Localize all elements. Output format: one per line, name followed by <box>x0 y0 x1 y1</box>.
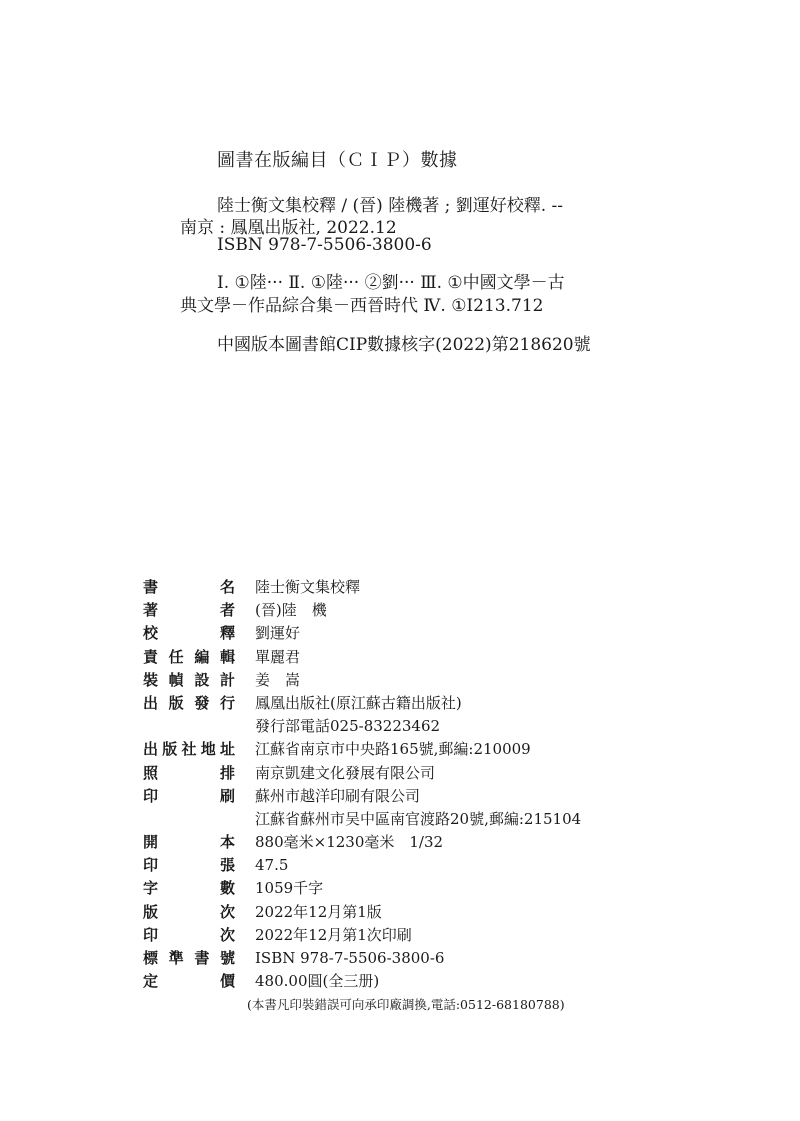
colophon-label-char: 字 <box>143 879 159 898</box>
colophon-label <box>143 901 235 924</box>
colophon-value: 47.5 <box>255 856 289 875</box>
colophon-label-char: 數 <box>219 879 235 898</box>
colophon-label-char: 裝 <box>143 670 159 689</box>
colophon-label-char: 價 <box>219 972 235 991</box>
colophon-label-char: 地 <box>200 740 216 759</box>
cip-line-classification-1: Ⅰ. ①陸··· Ⅱ. ①陸··· ②劉··· Ⅲ. ①中國文學－古 <box>217 273 565 293</box>
cip-line-classification-2: 典文學－作品綜合集－西晉時代 Ⅳ. ①I213.712 <box>180 296 544 316</box>
colophon-label-char: 書 <box>194 949 210 967</box>
colophon-label-char: 版 <box>143 902 159 921</box>
cip-line-isbn: ISBN 978-7-5506-3800-6 <box>217 235 432 255</box>
cip-title: 圖書在版編目（ＣＩＰ）數據 <box>217 150 458 171</box>
colophon-row <box>143 854 703 877</box>
colophon-row <box>143 785 703 808</box>
colophon-row <box>143 669 703 692</box>
colophon-label <box>143 762 235 785</box>
colophon-value: (晉)陸 機 <box>255 601 327 620</box>
colophon-label <box>143 854 235 877</box>
colophon-row <box>143 646 703 669</box>
colophon-label-char: 版 <box>168 693 184 712</box>
colophon-value: 南京凱建文化發展有限公司 <box>255 763 436 782</box>
colophon-label <box>143 622 235 645</box>
colophon-label-char: 行 <box>219 693 235 712</box>
colophon-label-char: 排 <box>219 763 235 782</box>
colophon-label-char: 號 <box>219 949 235 967</box>
colophon-value: 江蘇省蘇州市吴中區南官渡路20號,郵編:215104 <box>255 809 582 828</box>
colophon-value: 1059千字 <box>255 879 324 898</box>
colophon-label <box>143 947 235 970</box>
colophon-value: 480.00圓(全三册) <box>255 972 380 991</box>
colophon-label <box>143 576 235 599</box>
colophon-value: 2022年12月第1版 <box>255 902 382 921</box>
colophon-label-char: 出 <box>143 693 159 712</box>
colophon-value: 880毫米×1230毫米 1/32 <box>255 833 444 852</box>
colophon-row <box>143 599 703 622</box>
colophon-row <box>143 762 703 785</box>
colophon-row <box>143 808 703 831</box>
colophon-label-char: 任 <box>168 647 184 666</box>
colophon-label <box>143 669 235 692</box>
colophon-value: 陸士衡文集校釋 <box>255 578 361 596</box>
colophon-label-char: 定 <box>143 972 159 991</box>
colophon-label-char: 開 <box>143 833 159 852</box>
colophon-label-char: 印 <box>143 786 159 805</box>
colophon-value: 江蘇省南京市中央路165號,郵編:210009 <box>255 740 531 759</box>
colophon-label-char: 者 <box>219 601 235 620</box>
colophon-label-char: 計 <box>219 670 235 689</box>
colophon-label-char: 責 <box>143 647 159 666</box>
colophon-row <box>143 738 703 761</box>
colophon-label-char: 釋 <box>219 624 235 643</box>
colophon-label-char: 版 <box>162 740 178 759</box>
colophon-row <box>143 715 703 738</box>
colophon-label-char: 張 <box>219 856 235 875</box>
colophon-value: ISBN 978-7-5506-3800-6 <box>255 949 445 967</box>
colophon-label-char: 發 <box>194 693 210 712</box>
colophon-label <box>143 692 235 715</box>
colophon-row <box>143 947 703 970</box>
colophon-value: 2022年12月第1次印刷 <box>255 925 412 944</box>
cip-line-record-number: 中國版本圖書館CIP數據核字(2022)第218620號 <box>217 335 591 355</box>
colophon-label <box>143 785 235 808</box>
colophon-row <box>143 692 703 715</box>
colophon-row <box>143 576 703 599</box>
colophon-label-char: 照 <box>143 763 159 782</box>
colophon-label-char: 印 <box>143 925 159 944</box>
colophon-value: 單麗君 <box>255 647 301 666</box>
colophon-value: 姜 嵩 <box>255 670 301 689</box>
colophon-label-char: 刷 <box>219 786 235 805</box>
colophon-value: 發行部電話025-83223462 <box>255 717 441 736</box>
colophon-label <box>143 599 235 622</box>
colophon-value: 鳳凰出版社(原江蘇古籍出版社) <box>255 693 462 712</box>
colophon-row <box>143 622 703 645</box>
colophon-value: 劉運好 <box>255 624 301 643</box>
colophon-label-char: 著 <box>143 601 159 620</box>
colophon-label-char: 書 <box>143 578 159 596</box>
colophon-label-char: 輯 <box>219 647 235 666</box>
colophon-row <box>143 877 703 900</box>
colophon-label-char: 校 <box>143 624 159 643</box>
colophon-row <box>143 970 703 993</box>
colophon-label-char: 本 <box>219 833 235 852</box>
cip-line-title-author: 陸士衡文集校釋 / (晉) 陸機著 ; 劉運好校釋. -- <box>217 196 564 216</box>
colophon-label-char: 編 <box>194 647 210 666</box>
colophon-label-char: 名 <box>219 578 235 596</box>
colophon-label-char: 幀 <box>168 670 184 689</box>
colophon-label <box>143 738 235 761</box>
colophon-label <box>143 877 235 900</box>
colophon-label-char: 次 <box>219 925 235 944</box>
colophon-row <box>143 901 703 924</box>
colophon-value: 蘇州市越洋印刷有限公司 <box>255 786 421 805</box>
colophon-label-char: 準 <box>168 949 184 967</box>
colophon-row <box>143 831 703 854</box>
colophon-label-char: 印 <box>143 856 159 875</box>
colophon-label-char: 址 <box>219 740 235 759</box>
cip-line-publisher: 南京 : 鳳凰出版社, 2022.12 <box>180 218 397 238</box>
colophon-label-char: 出 <box>143 740 159 759</box>
colophon-label-char: 社 <box>181 740 197 759</box>
colophon-label <box>143 924 235 947</box>
colophon-label-char: 設 <box>194 670 210 689</box>
colophon-label <box>143 831 235 854</box>
colophon-label-char: 標 <box>143 949 159 967</box>
colophon-label <box>143 646 235 669</box>
colophon-table <box>143 576 703 993</box>
colophon-label <box>143 970 235 993</box>
colophon-label-char: 次 <box>219 902 235 921</box>
colophon-row <box>143 924 703 947</box>
colophon-note: (本書凡印裝錯誤可向承印廠調換,電話:0512-68180788) <box>247 997 565 1012</box>
